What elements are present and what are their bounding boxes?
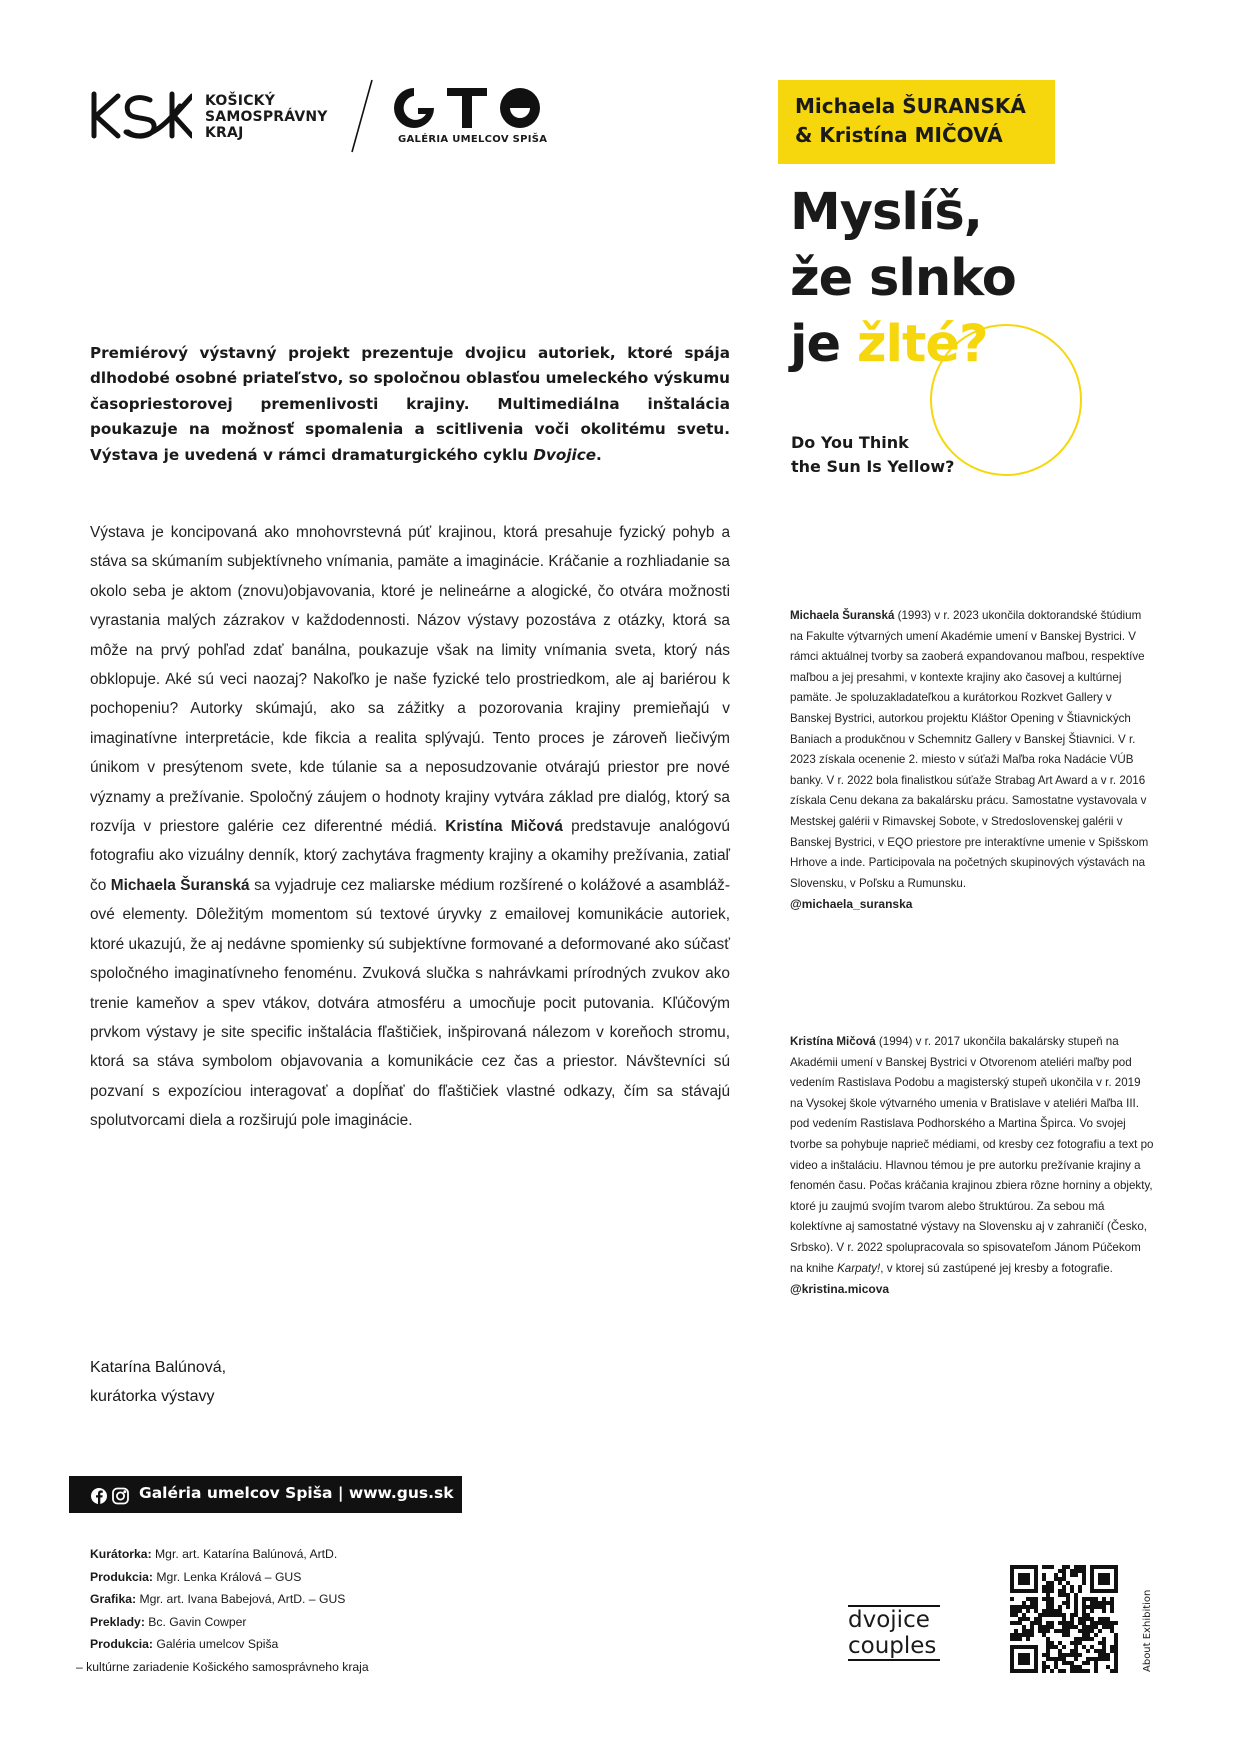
credit-value: Mgr. art. Ivana Babejová, ArtD. – GUS bbox=[136, 1592, 346, 1606]
body-text: sa vyjadruje cez maliarske médium rozšírené o kolážové a asamblážové elementy. Dôležitým momentom sú textové úryvky z emailovej komunikácie autoriek, ktoré ukazujú, že aj nedávne spomienky sú subjektívne formované a deformované ako súčasť spoločného imaginatívneho fenoménu. Zvuková slučka s nahrávkami prírodných zvukov ako trenie kameňov a spev vtákov, dotvára atmosféru a umocňuje pocit putovania. Kľúčovým prvkom výstavy je site specific inštalácia fľaštičiek, inšpirovaná nálezom v koreňoch stromu, ktorá sa stáva symbolom objavovania a komunikácie cez čas a priestor. Návštevníci sú pozvaní s expozíciou interagovať a dopĺňať do fľaštičiek vlastné odkazy, čím sa stávajú spolutvorcami diela a rozširujú pole imaginácie. bbox=[90, 876, 730, 1130]
bio-book: Karpaty! bbox=[837, 1261, 881, 1275]
facebook-icon bbox=[91, 1488, 107, 1504]
author-line: & Kristína MIČOVÁ bbox=[795, 123, 1003, 147]
about-text: About Exhibition bbox=[1142, 1589, 1153, 1672]
intro-text: Premiérový výstavný projekt prezentuje dvojicu autoriek, ktoré spája dlhodobé osobné priateľstvo, so spoločnou oblasťou umeleckého výskumu časopriestorovej premenlivosti krajiny. Multimediálna inštalácia poukazuje na možnosť spomalenia a scitlivenia voči okolitému svetu. Výstava je uvedená v rámci dramaturgického cyklu bbox=[90, 344, 730, 464]
instagram-handle[interactable]: @michaela_suranska bbox=[790, 897, 913, 912]
credit-value: Galéria umelcov Spiša bbox=[153, 1637, 279, 1651]
credit-value: Mgr. art. Katarína Balúnová, ArtD. bbox=[151, 1547, 338, 1561]
credit-label: Produkcia: bbox=[90, 1637, 153, 1651]
signature-name: Katarína Balúnová, bbox=[90, 1359, 227, 1376]
authors-box bbox=[778, 80, 1055, 164]
couples-word: couples bbox=[848, 1633, 937, 1659]
bio-name: Michaela Šuranská bbox=[790, 609, 895, 622]
ksk-logo-text bbox=[205, 93, 328, 141]
about-exhibition-label bbox=[1138, 1572, 1158, 1674]
ksk-logo-icon bbox=[88, 86, 192, 144]
signature-role: kurátorka výstavy bbox=[90, 1388, 215, 1405]
credits bbox=[76, 1543, 369, 1678]
gus-logo-text: GALÉRIA UMELCOV SPIŠA bbox=[398, 134, 548, 145]
couples-word: dvojice bbox=[848, 1607, 930, 1633]
credit-label: Preklady: bbox=[90, 1614, 145, 1629]
title-en-line: Do You Think bbox=[791, 433, 909, 452]
intro-end: . bbox=[596, 445, 602, 464]
instagram-icon bbox=[113, 1489, 128, 1504]
body-text: Výstava je koncipovaná ako mnohovrstevná púť krajinou, ktorá presahuje fyzický pohyb a stáva sa skúmaním subjektívneho vnímania, pamäte a imaginácie. Kráčanie a rozhliadanie sa okolo seba je aktom (znovu)objavovania, ktoré je nelineárne a alogické, čo otvára možnosti vyrastania malých zázrakov v každodennosti. Názov výstavy pozostáva z otázky, ktorá sa môže na prvý pohľad zdať banálna, poukazuje však na limity vnímania sveta, ktorý nás obklopuje. Aké sú veci naozaj? Nakoľko je naše fyzické telo prostriedkom, ale aj bariérou k pochopeniu? Autorky skúmajú, ako sa zážitky a pozorovania krajiny premieňajú v imaginatívne interpretácie, kde fikcia a realita splývajú. Tento proces je zároveň liečivým únikom v presýtenom svete, kde túlanie sa a neposudzovanie otvárajú priestor pre nové významy a prežívanie. Spoločný záujem o hodnoty krajiny vytvára základ pre dialóg, ktorý sa rozvíja v priestore galérie cez diferentné médiá. bbox=[90, 524, 730, 836]
credit-line bbox=[90, 1611, 369, 1634]
credit-line: – kultúrne zariadenie Košického samosprávneho kraja bbox=[76, 1659, 369, 1674]
bio-text: , v ktorej sú zastúpené jej kresby a fotografie. bbox=[880, 1261, 1113, 1275]
intro-paragraph bbox=[90, 341, 730, 468]
title-line bbox=[790, 312, 1016, 378]
title-line: že slnko bbox=[790, 249, 1016, 308]
gus-logo-icon bbox=[392, 86, 542, 130]
title-word: je bbox=[790, 315, 857, 374]
social-icons bbox=[91, 1487, 131, 1505]
credit-label: Produkcia: bbox=[90, 1569, 153, 1584]
footer-bar[interactable] bbox=[69, 1476, 462, 1513]
title-english bbox=[791, 431, 954, 479]
credit-line bbox=[90, 1588, 369, 1611]
qr-code-icon[interactable] bbox=[1010, 1565, 1118, 1673]
body-name: Kristína Mičová bbox=[445, 818, 563, 836]
footer-website-text: Galéria umelcov Spiša | www.gus.sk bbox=[139, 1484, 454, 1502]
curator-signature bbox=[90, 1353, 226, 1411]
title-en-line: the Sun Is Yellow? bbox=[791, 457, 955, 476]
credit-value: Bc. Gavin Cowper bbox=[144, 1614, 247, 1629]
ksk-line: SAMOSPRÁVNY bbox=[205, 109, 328, 125]
ksk-line: KRAJ bbox=[205, 125, 244, 141]
exhibition-title bbox=[790, 180, 1016, 378]
ksk-line: KOŠICKÝ bbox=[205, 93, 276, 109]
bio-text: (1994) v r. 2017 ukončila bakalársky stupeň na Akadémii umení v Banskej Bystrici v Otvorenom ateliéri maľby pod vedením Rastislava Podobu a magisterský stupeň ukončila v r. 2019 na Vysokej škole výtvarného umenia v Bratislave v ateliéri Maľba III. pod vedením Rastislava Podhorského a Martina Špirca. Vo svojej tvorbe sa pohybuje naprieč médiami, od kresby cez fotografiu a text po video a inštaláciu. Hlavnou témou je pre autorku prežívanie krajiny a fenomén času. Počas kráčania krajinou zbiera rôzne horniny a objekty, ktoré ju zaujmú svojím tvarom alebo štruktúrou. Za sebou má kolektívne aj samostatné výstavy na Slovensku aj v zahraničí (Česko, Srbsko). V r. 2022 spolupracovala so spisovateľom Jánom Púčekom na knihe bbox=[790, 1035, 1154, 1275]
body-name: Michaela Šuranská bbox=[110, 876, 250, 894]
bio-text: (1993) v r. 2023 ukončila doktorandské štúdium na Fakulte výtvarných umení Akadémie umení v Banskej Bystrici. V rámci aktuálnej tvorby sa zaoberá expandovanou maľbou, respektíve maľbou a jej presahmi, v kontexte krajiny ako časovej a kultúrnej pamäte. Je spoluzakladateľkou a kurátorkou Rozkvet Gallery v Banskej Bystrici, autorkou projektu Kláštor Opening v Štiavnických Baniach a produkčnou v Schemnitz Gallery v Banskej Štiavnici. V r. 2023 získala ocenenie 2. miesto v súťaži Maľba roka Nadácie VÚB banky. V r. 2022 bola finalistkou súťaže Strabag Art Award a v r. 2016 získala Cenu dekana za bakalársku prácu. Samostatne vystavovala v Mestskej galérii v Rimavskej Sobote, v Stredoslovenskej galérii v Banskej Bystrici, v EQO priestore pre interaktívne umenie v Spišskom Hrhove a inde. Participovala na početných skupinových výstavách na Slovensku, v Poľsku a Rumunsku. bbox=[790, 609, 1149, 890]
bio-suranska bbox=[790, 606, 1156, 915]
credit-line bbox=[90, 1566, 369, 1589]
instagram-handle[interactable]: @kristina.micova bbox=[790, 1282, 890, 1297]
title-line: Myslíš, bbox=[790, 183, 983, 242]
body-paragraph bbox=[90, 518, 730, 1136]
credit-line bbox=[90, 1633, 369, 1656]
author-line: Michaela ŠURANSKÁ bbox=[795, 94, 1026, 118]
title-yellow-word: žlté? bbox=[856, 315, 988, 374]
logo-divider bbox=[350, 78, 374, 154]
credit-label: Grafika: bbox=[90, 1592, 137, 1606]
bio-micova bbox=[790, 1032, 1156, 1300]
logo-rule bbox=[848, 1659, 940, 1661]
bio-name: Kristína Mičová bbox=[790, 1035, 876, 1048]
dvojice-couples-logo bbox=[848, 1605, 940, 1661]
credit-value: Mgr. Lenka Králová – GUS bbox=[153, 1569, 302, 1584]
credit-line bbox=[90, 1543, 369, 1566]
credit-label: Kurátorka: bbox=[90, 1547, 152, 1561]
intro-cycle: Dvojice bbox=[533, 445, 597, 464]
body-text: predstavuje analógovú fotografiu ako vizuálny denník, ktorý zachytáva fragmenty krajiny a okamihy prežívania, zatiaľ čo bbox=[90, 818, 730, 894]
